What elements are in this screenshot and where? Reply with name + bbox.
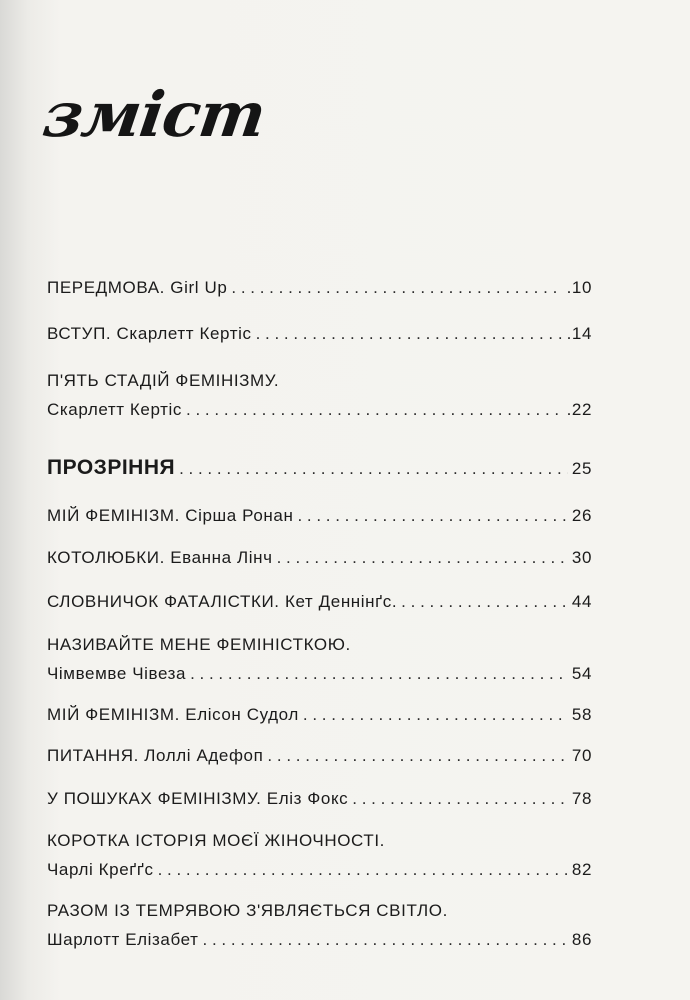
toc-entry-title: СЛОВНИЧОК ФАТАЛІСТКИ. Кет Деннінґс. — [47, 592, 398, 611]
toc-entry-page: 26 — [571, 506, 592, 525]
toc-entry-title: ВСТУП. Скарлетт Кертіс — [47, 324, 252, 343]
toc-section — [47, 456, 592, 480]
toc-entry-author: Скарлетт Кертіс — [47, 400, 183, 419]
dot-leader — [256, 324, 563, 344]
toc-entry — [47, 901, 592, 950]
dot-leader — [203, 930, 568, 950]
toc-entry-title-line: П'ЯТЬ СТАДІЙ ФЕМІНІЗМУ. — [47, 371, 280, 390]
toc-entry-page: 30 — [571, 548, 592, 567]
toc-entry-title: КОТОЛЮБКИ. Еванна Лінч — [47, 548, 273, 567]
toc-entry — [47, 371, 592, 420]
toc-entry — [47, 592, 592, 612]
toc-entry — [47, 506, 592, 526]
toc-entry-title-line: НАЗИВАЙТЕ МЕНЕ ФЕМІНІСТКОЮ. — [47, 635, 351, 654]
toc-entry-author: Чарлі Креґґс — [47, 860, 154, 879]
page-title: зміст — [38, 78, 270, 151]
dot-leader — [267, 746, 567, 766]
dot-leader — [303, 705, 568, 725]
dot-leader — [231, 278, 562, 298]
toc-entry-title: МІЙ ФЕМІНІЗМ. Елісон Судол — [47, 705, 299, 724]
toc-entry-title: У ПОШУКАХ ФЕМІНІЗМУ. Еліз Фокс — [47, 789, 349, 808]
toc-entry-title: МІЙ ФЕМІНІЗМ. Сірша Ронан — [47, 506, 294, 525]
toc-entry — [47, 548, 592, 568]
toc-entry — [47, 746, 592, 766]
toc-entry-page: .22 — [566, 400, 592, 419]
toc-entry-title: ПЕРЕДМОВА. Girl Up — [47, 278, 228, 297]
toc-entry-page: 58 — [571, 705, 592, 724]
toc-entry-page: 70 — [571, 746, 592, 765]
toc-entry-title-line: КОРОТКА ІСТОРІЯ МОЄЇ ЖІНОЧНОСТІ. — [47, 831, 385, 850]
dot-leader — [277, 548, 568, 568]
toc-section-title: ПРОЗРІННЯ — [47, 456, 176, 479]
toc-entry — [47, 324, 592, 344]
toc-entry-page: 54 — [571, 664, 592, 683]
toc-entry-page: 82 — [571, 860, 592, 879]
toc-entry-page: 78 — [571, 789, 592, 808]
toc-entry — [47, 789, 592, 809]
toc-entry — [47, 278, 592, 298]
toc-entry — [47, 635, 592, 684]
dot-leader — [401, 592, 568, 612]
dot-leader — [297, 506, 567, 526]
toc-entry-title: ПИТАННЯ. Лоллі Адефоп — [47, 746, 264, 765]
toc-entry — [47, 705, 592, 725]
toc-entry-page: .14 — [566, 324, 592, 343]
toc-entry-page: 44 — [571, 592, 592, 611]
toc-entry-author: Шарлотт Елізабет — [47, 930, 199, 949]
dot-leader — [190, 664, 568, 684]
dot-leader — [179, 459, 568, 479]
toc-entry — [47, 831, 592, 880]
toc-entry-page: 25 — [571, 459, 592, 478]
toc-entry-author: Чімвемве Чівеза — [47, 664, 187, 683]
dot-leader — [352, 789, 568, 809]
dot-leader — [158, 860, 568, 880]
toc-entry-page: .10 — [566, 278, 592, 297]
toc-entry-page: 86 — [571, 930, 592, 949]
toc-entry-title-line: РАЗОМ ІЗ ТЕМРЯВОЮ З'ЯВЛЯЄТЬСЯ СВІТЛО. — [47, 901, 448, 920]
dot-leader — [186, 400, 563, 420]
